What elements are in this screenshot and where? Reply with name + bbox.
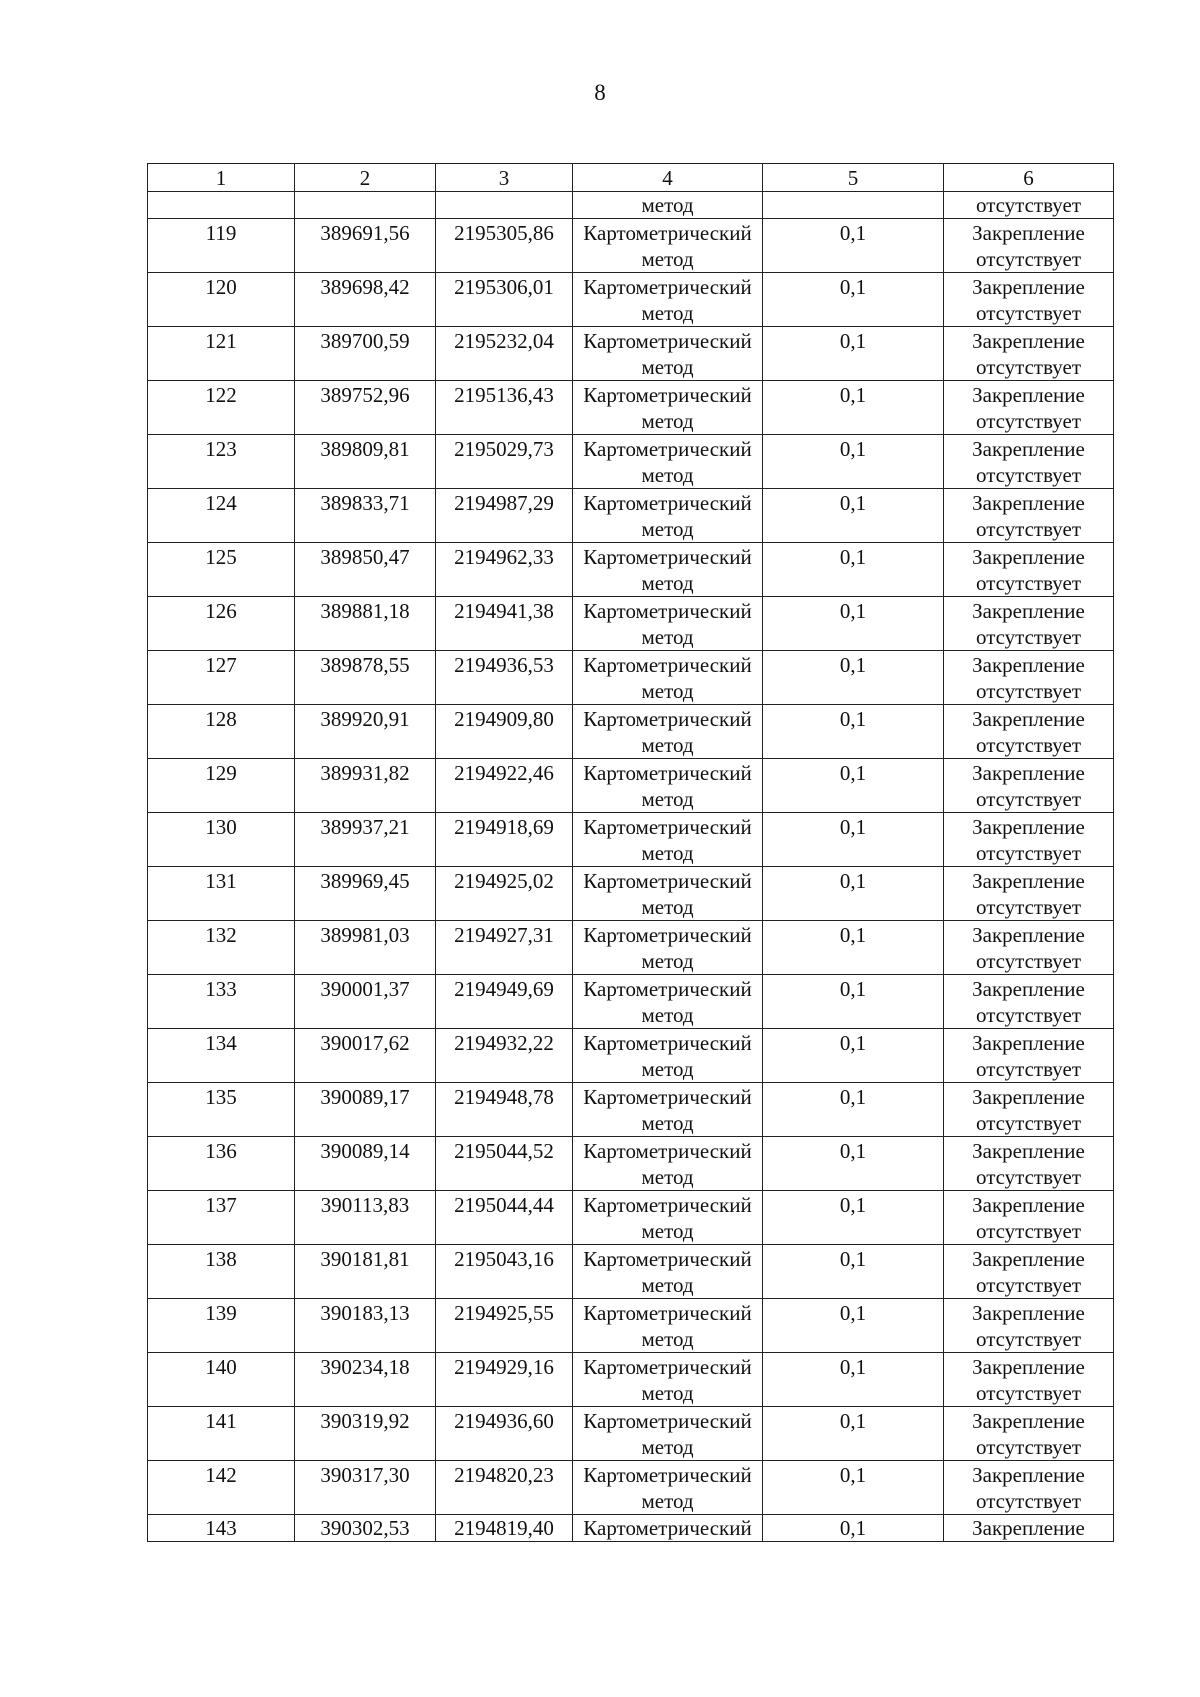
accuracy-cell: 0,1	[763, 1083, 944, 1137]
fixing-cell-line: отсутствует	[975, 1111, 1082, 1135]
fixing-cell	[944, 543, 1114, 597]
x-coordinate-cell: 389920,91	[295, 705, 436, 759]
method-cell	[573, 435, 763, 489]
fixing-cell	[944, 381, 1114, 435]
fixing-cell-line: отсутствует	[975, 1273, 1082, 1297]
table-row	[148, 1029, 1114, 1083]
method-cell-line: Картометрический	[583, 1301, 752, 1325]
method-cell-line: Картометрический	[583, 1409, 752, 1433]
y-coordinate-cell: 2194948,78	[436, 1083, 573, 1137]
fixing-cell-line: отсутствует	[975, 1003, 1082, 1027]
accuracy-cell: 0,1	[763, 1245, 944, 1299]
fixing-cell-line: Закрепление	[972, 707, 1085, 731]
x-coordinate-cell: 389931,82	[295, 759, 436, 813]
method-cell	[573, 867, 763, 921]
fixing-cell-line: отсутствует	[975, 1435, 1082, 1459]
accuracy-cell: 0,1	[763, 651, 944, 705]
table-row	[148, 651, 1114, 705]
table-row	[148, 1083, 1114, 1137]
x-coordinate-cell: 390183,13	[295, 1299, 436, 1353]
fixing-cell-line: отсутствует	[975, 787, 1082, 811]
fixing-cell	[944, 1407, 1114, 1461]
fixing-cell	[944, 1461, 1114, 1515]
accuracy-cell: 0,1	[763, 435, 944, 489]
fixing-cell-line: Закрепление	[972, 1355, 1085, 1379]
x-coordinate-cell: 390113,83	[295, 1191, 436, 1245]
fixing-cell-line: отсутствует	[975, 355, 1082, 379]
x-coordinate-cell: 389850,47	[295, 543, 436, 597]
fixing-cell	[944, 435, 1114, 489]
accuracy-cell: 0,1	[763, 813, 944, 867]
fixing-cell-line: Закрепление	[972, 1247, 1085, 1271]
fixing-cell-line: отсутствует	[975, 1219, 1082, 1243]
fixing-cell	[944, 273, 1114, 327]
fixing-cell-line: Закрепление	[972, 1409, 1085, 1433]
y-coordinate-cell: 2194819,40	[436, 1515, 573, 1542]
fixing-cell-line: отсутствует	[975, 1381, 1082, 1405]
y-coordinate-cell: 2194936,53	[436, 651, 573, 705]
fixing-cell-line: Закрепление	[972, 1463, 1085, 1487]
fixing-cell-line: Закрепление	[972, 869, 1085, 893]
x-coordinate-cell: 390001,37	[295, 975, 436, 1029]
fixing-cell-line: Закрепление	[972, 1139, 1085, 1163]
method-cell	[573, 273, 763, 327]
accuracy-cell: 0,1	[763, 759, 944, 813]
table-row	[148, 867, 1114, 921]
continuation-cell	[436, 192, 573, 219]
method-cell-line: метод	[641, 949, 694, 973]
method-cell	[573, 489, 763, 543]
x-coordinate-cell: 389833,71	[295, 489, 436, 543]
y-coordinate-cell: 2195306,01	[436, 273, 573, 327]
fixing-cell-line: отсутствует	[975, 1165, 1082, 1189]
fixing-cell-line: отсутствует	[975, 571, 1082, 595]
table-row	[148, 327, 1114, 381]
fixing-cell-line: отсутствует	[975, 1057, 1082, 1081]
accuracy-cell: 0,1	[763, 489, 944, 543]
method-cell-line: Картометрический	[583, 923, 752, 947]
fixing-cell-line: отсутствует	[975, 679, 1082, 703]
fixing-cell-line: Закрепление	[972, 653, 1085, 677]
accuracy-cell: 0,1	[763, 219, 944, 273]
table-row	[148, 813, 1114, 867]
accuracy-cell: 0,1	[763, 1137, 944, 1191]
fixing-cell-line: Закрепление	[972, 491, 1085, 515]
method-cell	[573, 543, 763, 597]
table-row	[148, 1461, 1114, 1515]
table-row	[148, 1353, 1114, 1407]
method-cell-line: Картометрический	[583, 1463, 752, 1487]
coordinates-table-body	[148, 164, 1114, 1542]
point-number-cell: 122	[148, 381, 295, 435]
fixing-cell	[944, 1245, 1114, 1299]
method-cell-line: Картометрический	[583, 437, 752, 461]
accuracy-cell: 0,1	[763, 1191, 944, 1245]
coordinates-table	[147, 163, 1114, 1542]
point-number-cell: 132	[148, 921, 295, 975]
y-coordinate-cell: 2195029,73	[436, 435, 573, 489]
fixing-cell-line: Закрепление	[972, 815, 1085, 839]
method-cell	[573, 327, 763, 381]
point-number-cell: 143	[148, 1515, 295, 1542]
header-cell: 4	[573, 164, 763, 192]
page-number: 8	[594, 80, 606, 105]
y-coordinate-cell: 2195044,44	[436, 1191, 573, 1245]
continuation-method-cell: метод	[573, 192, 763, 219]
y-coordinate-cell: 2195043,16	[436, 1245, 573, 1299]
table-row	[148, 705, 1114, 759]
fixing-cell	[944, 1299, 1114, 1353]
method-cell	[573, 219, 763, 273]
method-cell-line: метод	[641, 1435, 694, 1459]
method-cell	[573, 1461, 763, 1515]
table-row	[148, 759, 1114, 813]
method-cell	[573, 1137, 763, 1191]
method-cell	[573, 813, 763, 867]
fixing-cell-line: отсутствует	[975, 301, 1082, 325]
x-coordinate-cell: 389752,96	[295, 381, 436, 435]
fixing-cell	[944, 1191, 1114, 1245]
accuracy-cell: 0,1	[763, 543, 944, 597]
table-row	[148, 219, 1114, 273]
point-number-cell: 127	[148, 651, 295, 705]
y-coordinate-cell: 2194820,23	[436, 1461, 573, 1515]
method-cell-line: Картометрический	[583, 383, 752, 407]
table-row	[148, 435, 1114, 489]
method-cell	[573, 651, 763, 705]
x-coordinate-cell: 390089,14	[295, 1137, 436, 1191]
point-number-cell: 124	[148, 489, 295, 543]
method-cell-line: метод	[641, 571, 694, 595]
x-coordinate-cell: 389881,18	[295, 597, 436, 651]
point-number-cell: 123	[148, 435, 295, 489]
x-coordinate-cell: 389981,03	[295, 921, 436, 975]
fixing-cell-line: отсутствует	[975, 895, 1082, 919]
continuation-cell	[148, 192, 295, 219]
table-row	[148, 597, 1114, 651]
x-coordinate-cell: 389698,42	[295, 273, 436, 327]
fixing-cell-line: Закрепление	[972, 923, 1085, 947]
method-cell-line: Картометрический	[583, 1355, 752, 1379]
table-row	[148, 273, 1114, 327]
method-cell-line: метод	[641, 1057, 694, 1081]
method-cell-line: метод	[641, 895, 694, 919]
method-cell-line: Картометрический	[583, 977, 752, 1001]
accuracy-cell: 0,1	[763, 975, 944, 1029]
continuation-cell	[295, 192, 436, 219]
method-cell-line: метод	[641, 247, 694, 271]
accuracy-cell: 0,1	[763, 1407, 944, 1461]
y-coordinate-cell: 2194909,80	[436, 705, 573, 759]
method-cell-line: метод	[641, 1327, 694, 1351]
fixing-cell	[944, 327, 1114, 381]
accuracy-cell: 0,1	[763, 921, 944, 975]
fixing-cell-line: отсутствует	[975, 517, 1082, 541]
fixing-cell	[944, 1083, 1114, 1137]
fixing-cell-line: Закрепление	[972, 599, 1085, 623]
continuation-fixing-cell: отсутствует	[944, 192, 1114, 219]
method-cell-line: Картометрический	[583, 599, 752, 623]
method-cell	[573, 1083, 763, 1137]
method-cell-line: Картометрический	[583, 869, 752, 893]
method-cell-line: метод	[641, 301, 694, 325]
fixing-cell-line: отсутствует	[975, 1489, 1082, 1513]
point-number-cell: 141	[148, 1407, 295, 1461]
fixing-cell	[944, 1029, 1114, 1083]
fixing-cell-line: отсутствует	[975, 733, 1082, 757]
method-cell-line: Картометрический	[583, 1193, 752, 1217]
method-cell-line: Картометрический	[583, 1031, 752, 1055]
fixing-cell-line: Закрепление	[972, 1301, 1085, 1325]
x-coordinate-cell: 389691,56	[295, 219, 436, 273]
x-coordinate-cell: 390017,62	[295, 1029, 436, 1083]
method-cell	[573, 705, 763, 759]
table-row-last	[148, 1515, 1114, 1542]
accuracy-cell: 0,1	[763, 381, 944, 435]
y-coordinate-cell: 2194927,31	[436, 921, 573, 975]
method-cell	[573, 1245, 763, 1299]
fixing-cell-line: отсутствует	[975, 1327, 1082, 1351]
table-row	[148, 1137, 1114, 1191]
method-cell	[573, 1299, 763, 1353]
point-number-cell: 126	[148, 597, 295, 651]
x-coordinate-cell: 389700,59	[295, 327, 436, 381]
table-row	[148, 1407, 1114, 1461]
method-cell-line: метод	[641, 787, 694, 811]
method-cell-line: метод	[641, 679, 694, 703]
y-coordinate-cell: 2194936,60	[436, 1407, 573, 1461]
fixing-cell	[944, 1353, 1114, 1407]
x-coordinate-cell: 390302,53	[295, 1515, 436, 1542]
table-row	[148, 1191, 1114, 1245]
method-cell-line: метод	[641, 625, 694, 649]
fixing-cell-line: Закрепление	[972, 977, 1085, 1001]
point-number-cell: 137	[148, 1191, 295, 1245]
y-coordinate-cell: 2195136,43	[436, 381, 573, 435]
accuracy-cell: 0,1	[763, 273, 944, 327]
x-coordinate-cell: 390181,81	[295, 1245, 436, 1299]
table-row	[148, 543, 1114, 597]
method-cell-line: метод	[641, 841, 694, 865]
header-cell: 5	[763, 164, 944, 192]
method-cell-line: Картометрический	[583, 545, 752, 569]
fixing-cell	[944, 921, 1114, 975]
method-cell-line: Картометрический	[583, 815, 752, 839]
x-coordinate-cell: 389878,55	[295, 651, 436, 705]
method-cell-line: метод	[641, 1219, 694, 1243]
x-coordinate-cell: 389809,81	[295, 435, 436, 489]
header-cell: 1	[148, 164, 295, 192]
accuracy-cell: 0,1	[763, 867, 944, 921]
accuracy-cell: 0,1	[763, 327, 944, 381]
method-cell-line: метод	[641, 1489, 694, 1513]
method-cell-line: Картометрический	[583, 329, 752, 353]
accuracy-cell: 0,1	[763, 1353, 944, 1407]
fixing-cell	[944, 705, 1114, 759]
fixing-cell-line: отсутствует	[975, 841, 1082, 865]
y-coordinate-cell: 2194941,38	[436, 597, 573, 651]
method-cell-line: Картометрический	[583, 1247, 752, 1271]
accuracy-cell: 0,1	[763, 1515, 944, 1542]
fixing-cell	[944, 219, 1114, 273]
point-number-cell: 128	[148, 705, 295, 759]
fixing-cell-line: отсутствует	[975, 463, 1082, 487]
point-number-cell: 120	[148, 273, 295, 327]
y-coordinate-cell: 2194925,02	[436, 867, 573, 921]
x-coordinate-cell: 390317,30	[295, 1461, 436, 1515]
fixing-cell: Закрепление	[944, 1515, 1114, 1542]
fixing-cell-line: Закрепление	[972, 761, 1085, 785]
fixing-cell-line: Закрепление	[972, 275, 1085, 299]
x-coordinate-cell: 389969,45	[295, 867, 436, 921]
method-cell	[573, 1191, 763, 1245]
method-cell	[573, 1353, 763, 1407]
fixing-cell	[944, 597, 1114, 651]
x-coordinate-cell: 390234,18	[295, 1353, 436, 1407]
fixing-cell-line: отсутствует	[975, 949, 1082, 973]
fixing-cell-line: отсутствует	[975, 247, 1082, 271]
table-row	[148, 1299, 1114, 1353]
point-number-cell: 140	[148, 1353, 295, 1407]
fixing-cell-line: Закрепление	[972, 1085, 1085, 1109]
method-cell-line: Картометрический	[583, 1085, 752, 1109]
point-number-cell: 134	[148, 1029, 295, 1083]
fixing-cell-line: Закрепление	[972, 545, 1085, 569]
fixing-cell	[944, 813, 1114, 867]
y-coordinate-cell: 2194929,16	[436, 1353, 573, 1407]
continuation-row	[148, 192, 1114, 219]
accuracy-cell: 0,1	[763, 597, 944, 651]
method-cell-line: Картометрический	[583, 221, 752, 245]
method-cell	[573, 921, 763, 975]
y-coordinate-cell: 2195044,52	[436, 1137, 573, 1191]
point-number-cell: 133	[148, 975, 295, 1029]
y-coordinate-cell: 2194918,69	[436, 813, 573, 867]
accuracy-cell: 0,1	[763, 1029, 944, 1083]
fixing-cell	[944, 1137, 1114, 1191]
method-cell-line: метод	[641, 463, 694, 487]
method-cell-line: Картометрический	[583, 707, 752, 731]
header-cell: 6	[944, 164, 1114, 192]
method-cell-line: Картометрический	[583, 761, 752, 785]
fixing-cell-line: Закрепление	[972, 1031, 1085, 1055]
x-coordinate-cell: 389937,21	[295, 813, 436, 867]
point-number-cell: 129	[148, 759, 295, 813]
method-cell-line: метод	[641, 355, 694, 379]
fixing-cell-line: Закрепление	[972, 437, 1085, 461]
table-header-row	[148, 164, 1114, 192]
fixing-cell	[944, 489, 1114, 543]
fixing-cell	[944, 867, 1114, 921]
continuation-cell	[763, 192, 944, 219]
fixing-cell-line: отсутствует	[975, 409, 1082, 433]
y-coordinate-cell: 2195305,86	[436, 219, 573, 273]
method-cell	[573, 1029, 763, 1083]
method-cell-line: метод	[641, 733, 694, 757]
y-coordinate-cell: 2194962,33	[436, 543, 573, 597]
method-cell	[573, 1407, 763, 1461]
point-number-cell: 136	[148, 1137, 295, 1191]
table-row	[148, 489, 1114, 543]
x-coordinate-cell: 390089,17	[295, 1083, 436, 1137]
fixing-cell	[944, 759, 1114, 813]
point-number-cell: 130	[148, 813, 295, 867]
point-number-cell: 135	[148, 1083, 295, 1137]
table-row	[148, 381, 1114, 435]
accuracy-cell: 0,1	[763, 1461, 944, 1515]
fixing-cell-line: Закрепление	[972, 329, 1085, 353]
accuracy-cell: 0,1	[763, 1299, 944, 1353]
method-cell-line: метод	[641, 1003, 694, 1027]
x-coordinate-cell: 390319,92	[295, 1407, 436, 1461]
accuracy-cell: 0,1	[763, 705, 944, 759]
y-coordinate-cell: 2194922,46	[436, 759, 573, 813]
method-cell-line: метод	[641, 1165, 694, 1189]
fixing-cell-line: Закрепление	[972, 221, 1085, 245]
method-cell-line: метод	[641, 1111, 694, 1135]
y-coordinate-cell: 2194987,29	[436, 489, 573, 543]
method-cell-line: метод	[641, 1273, 694, 1297]
method-cell-line: Картометрический	[583, 275, 752, 299]
method-cell-line: метод	[641, 517, 694, 541]
header-cell: 2	[295, 164, 436, 192]
point-number-cell: 121	[148, 327, 295, 381]
table-row	[148, 1245, 1114, 1299]
y-coordinate-cell: 2194932,22	[436, 1029, 573, 1083]
method-cell	[573, 597, 763, 651]
y-coordinate-cell: 2194949,69	[436, 975, 573, 1029]
table-row	[148, 921, 1114, 975]
point-number-cell: 131	[148, 867, 295, 921]
point-number-cell: 139	[148, 1299, 295, 1353]
point-number-cell: 138	[148, 1245, 295, 1299]
method-cell	[573, 381, 763, 435]
fixing-cell-line: отсутствует	[975, 625, 1082, 649]
fixing-cell	[944, 975, 1114, 1029]
fixing-cell-line: Закрепление	[972, 383, 1085, 407]
table-row	[148, 975, 1114, 1029]
fixing-cell-line: Закрепление	[972, 1193, 1085, 1217]
method-cell	[573, 759, 763, 813]
method-cell-line: метод	[641, 1381, 694, 1405]
method-cell	[573, 975, 763, 1029]
point-number-cell: 125	[148, 543, 295, 597]
method-cell: Картометрический	[573, 1515, 763, 1542]
method-cell-line: Картометрический	[583, 653, 752, 677]
method-cell-line: Картометрический	[583, 491, 752, 515]
point-number-cell: 142	[148, 1461, 295, 1515]
method-cell-line: Картометрический	[583, 1139, 752, 1163]
point-number-cell: 119	[148, 219, 295, 273]
fixing-cell	[944, 651, 1114, 705]
header-cell: 3	[436, 164, 573, 192]
method-cell-line: метод	[641, 409, 694, 433]
y-coordinate-cell: 2195232,04	[436, 327, 573, 381]
y-coordinate-cell: 2194925,55	[436, 1299, 573, 1353]
